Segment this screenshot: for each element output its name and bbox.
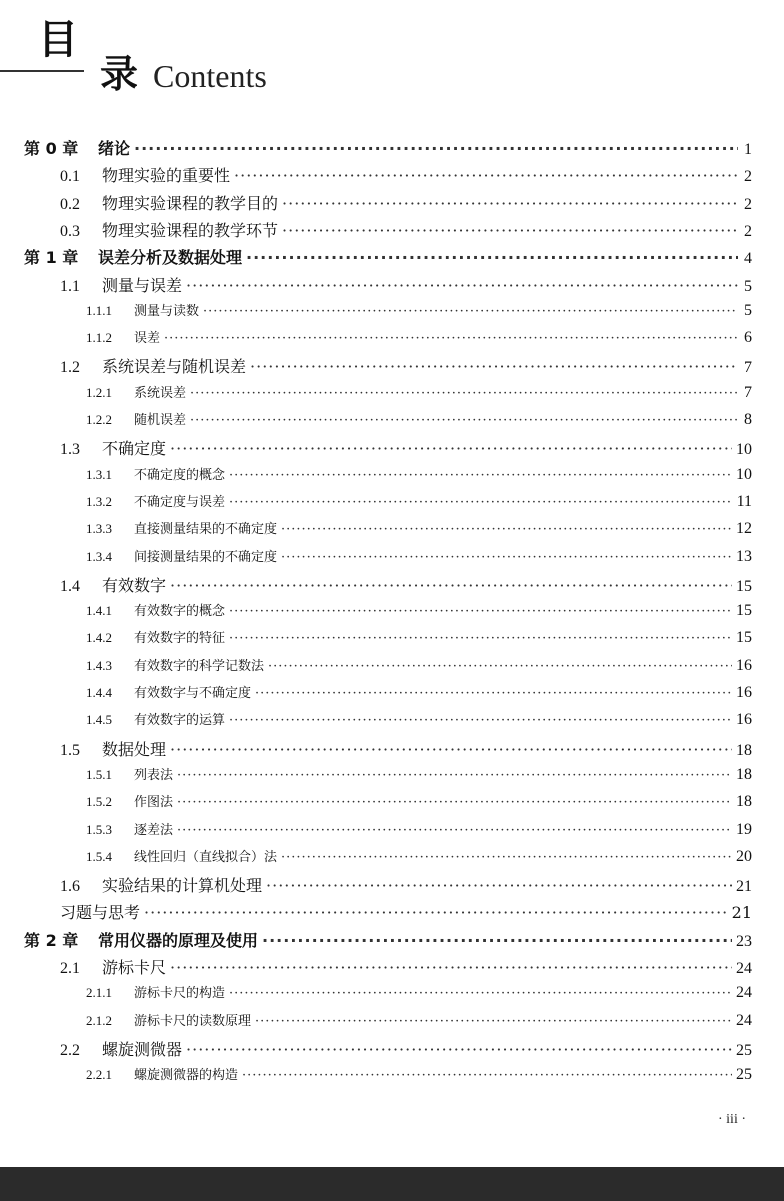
toc-entry-page: 21 bbox=[731, 903, 752, 923]
toc-dot-leader bbox=[255, 1014, 732, 1029]
toc-dot-leader bbox=[281, 850, 732, 865]
toc-entry-title: 作图法 bbox=[134, 795, 174, 811]
toc-entry-page: 4 bbox=[744, 250, 752, 268]
toc-entry-number: 1.5.1 bbox=[86, 766, 112, 782]
toc-entry-page: 2 bbox=[744, 222, 752, 240]
toc-dot-leader bbox=[229, 713, 732, 728]
contents-header bbox=[0, 0, 784, 110]
toc-entry[interactable] bbox=[86, 791, 752, 811]
bottom-bar bbox=[0, 1167, 784, 1201]
toc-entry[interactable] bbox=[60, 1037, 752, 1060]
toc-entry[interactable] bbox=[86, 682, 752, 702]
toc-dot-leader bbox=[281, 550, 732, 565]
toc-entry[interactable] bbox=[86, 546, 752, 566]
toc-entry[interactable] bbox=[60, 873, 752, 896]
toc-entry-title: 物理实验课程的教学环节 bbox=[102, 220, 279, 240]
toc-entry-title: 螺旋测微器的构造 bbox=[134, 1068, 239, 1084]
toc-dot-leader bbox=[190, 386, 738, 401]
toc-entry-page: 21 bbox=[736, 878, 752, 896]
toc-dot-leader bbox=[186, 276, 738, 295]
toc-entry[interactable] bbox=[60, 163, 752, 186]
toc-entry-page: 10 bbox=[736, 441, 752, 459]
toc-entry-title: 游标卡尺的构造 bbox=[134, 986, 226, 1002]
toc-entry-title: 有效数字的概念 bbox=[134, 604, 226, 620]
toc-entry-page: 18 bbox=[736, 765, 752, 783]
toc-entry[interactable] bbox=[60, 573, 752, 596]
toc-entry[interactable] bbox=[86, 764, 752, 784]
toc-entry-title: 列表法 bbox=[134, 767, 174, 783]
toc-entry-title: 随机误差 bbox=[134, 413, 187, 428]
toc-entry[interactable] bbox=[60, 436, 752, 459]
toc-entry-page: 8 bbox=[744, 411, 752, 428]
toc-entry-number: 2.1 bbox=[60, 960, 80, 977]
toc-entry-number: 1.5.4 bbox=[86, 848, 112, 864]
toc-entry-page: 24 bbox=[736, 984, 752, 1002]
toc-entry-number: 1.2.1 bbox=[86, 384, 112, 400]
toc-entry-number: 1.3.2 bbox=[86, 493, 112, 509]
toc-entry-page: 7 bbox=[744, 359, 752, 377]
toc-entry-number: 1.4.2 bbox=[86, 630, 112, 646]
toc-entry-page: 7 bbox=[744, 383, 752, 401]
toc-entry-page: 5 bbox=[744, 301, 752, 319]
toc-entry[interactable] bbox=[86, 464, 752, 484]
toc-entry-number: 第 1 章 bbox=[24, 248, 79, 268]
toc-dot-leader bbox=[242, 1068, 732, 1083]
toc-entry-page: 15 bbox=[736, 577, 752, 595]
toc-entry[interactable] bbox=[60, 900, 752, 923]
toc-dot-leader bbox=[164, 331, 738, 346]
toc-dot-leader bbox=[282, 194, 738, 213]
toc-entry[interactable] bbox=[86, 627, 752, 647]
toc-dot-leader bbox=[229, 631, 732, 646]
toc-dot-leader bbox=[177, 768, 732, 783]
toc-dot-leader bbox=[266, 876, 732, 895]
toc-entry-page: 18 bbox=[736, 741, 752, 759]
toc-entry-title: 数据处理 bbox=[102, 739, 167, 759]
toc-entry-number: 0.1 bbox=[60, 168, 80, 186]
toc-entry-title: 误差分析及数据处理 bbox=[98, 248, 243, 268]
toc-entry[interactable] bbox=[86, 409, 752, 429]
toc-dot-leader bbox=[229, 604, 732, 619]
toc-entry-page: 15 bbox=[736, 629, 752, 647]
toc-entry[interactable] bbox=[86, 600, 752, 620]
toc-dot-leader bbox=[229, 986, 732, 1001]
toc-chapter-entry[interactable] bbox=[24, 245, 752, 268]
toc-dot-leader bbox=[170, 439, 732, 458]
toc-entry-number: 1.3.3 bbox=[86, 521, 112, 537]
toc-entry-title: 误差 bbox=[134, 331, 161, 347]
toc-entry[interactable] bbox=[86, 300, 752, 320]
toc-dot-leader bbox=[186, 1040, 732, 1059]
toc-entry-number: 1.4.4 bbox=[86, 685, 112, 700]
toc-entry-page: 2 bbox=[744, 195, 752, 213]
toc-dot-leader bbox=[282, 221, 738, 240]
toc-dot-leader bbox=[250, 357, 738, 376]
toc-entry-title: 直接测量结果的不确定度 bbox=[134, 522, 278, 538]
toc-entry-title: 习题与思考 bbox=[60, 903, 141, 923]
toc-entry-number: 1.3.4 bbox=[86, 548, 112, 564]
toc-entry-title: 常用仪器的原理及使用 bbox=[98, 930, 259, 950]
toc-entry-title: 系统误差 bbox=[134, 385, 187, 401]
toc-entry-number: 1.3 bbox=[60, 441, 80, 459]
toc-entry-number: 1.2 bbox=[60, 359, 80, 377]
toc-entry[interactable] bbox=[86, 655, 752, 675]
toc-dot-leader bbox=[229, 495, 733, 510]
toc-entry-page: 15 bbox=[736, 602, 752, 620]
toc-entry-number: 1.1.2 bbox=[86, 330, 112, 346]
toc-entry-page: 16 bbox=[736, 684, 752, 701]
toc-entry-title: 绪论 bbox=[98, 139, 131, 158]
toc-entry-page: 13 bbox=[736, 547, 752, 565]
toc-entry-number: 1.6 bbox=[60, 878, 80, 896]
toc-entry[interactable] bbox=[60, 354, 752, 377]
toc-entry-title: 游标卡尺 bbox=[102, 958, 167, 977]
toc-entry-title: 有效数字的运算 bbox=[134, 713, 226, 729]
toc-entry-title: 间接测量结果的不确定度 bbox=[134, 549, 278, 565]
toc-entry[interactable] bbox=[60, 737, 752, 760]
toc-entry-page: 5 bbox=[744, 277, 752, 295]
toc-entry-title: 有效数字与不确定度 bbox=[134, 686, 252, 701]
toc-entry[interactable] bbox=[86, 491, 752, 511]
toc-entry-number: 0.3 bbox=[60, 222, 80, 240]
toc-dot-leader bbox=[177, 795, 732, 810]
toc-entry-number: 2.1.1 bbox=[86, 985, 112, 1001]
toc-entry-page: 12 bbox=[736, 520, 752, 538]
toc-dot-leader bbox=[170, 958, 732, 977]
header-rule bbox=[0, 70, 84, 72]
toc-entry-title: 有效数字的科学记数法 bbox=[134, 658, 265, 674]
toc-entry[interactable] bbox=[86, 1064, 752, 1084]
toc-dot-leader bbox=[246, 248, 738, 267]
toc-entry-title: 有效数字 bbox=[102, 575, 167, 595]
toc-entry-number: 1.4 bbox=[60, 577, 80, 595]
toc-entry-page: 19 bbox=[736, 820, 752, 838]
toc-entry[interactable] bbox=[86, 819, 752, 839]
toc-entry-number: 1.3.1 bbox=[86, 466, 112, 482]
toc-entry-number: 1.4.1 bbox=[86, 603, 112, 619]
toc-entry[interactable] bbox=[86, 982, 752, 1002]
toc-entry-page: 24 bbox=[736, 1011, 752, 1029]
toc-entry-number: 1.5.3 bbox=[86, 821, 112, 837]
toc-dot-leader bbox=[255, 686, 732, 701]
header-title-char-2: 录 bbox=[100, 52, 139, 96]
toc-entry-number: 2.2 bbox=[60, 1041, 80, 1059]
toc-dot-leader bbox=[190, 413, 738, 428]
toc-entry-title: 测量与读数 bbox=[134, 303, 200, 319]
toc-dot-leader bbox=[144, 903, 728, 922]
toc-entry-page: 18 bbox=[736, 793, 752, 811]
toc-entry[interactable] bbox=[86, 1010, 752, 1030]
toc-entry-number: 1.5.2 bbox=[86, 794, 112, 810]
toc-entry-number: 2.1.2 bbox=[86, 1012, 112, 1028]
toc-chapter-entry[interactable] bbox=[24, 136, 752, 159]
toc-entry-number: 1.4.3 bbox=[86, 657, 112, 673]
toc-entry-title: 螺旋测微器 bbox=[102, 1039, 183, 1059]
toc-entry-number: 1.4.5 bbox=[86, 712, 112, 728]
toc-entry[interactable] bbox=[60, 955, 752, 978]
toc-entry-title: 不确定度的概念 bbox=[134, 467, 226, 483]
toc-entry-page: 6 bbox=[744, 329, 752, 347]
toc-dot-leader bbox=[203, 304, 738, 319]
toc-entry-number: 第 2 章 bbox=[24, 930, 79, 950]
toc-entry-number: 1.1 bbox=[60, 277, 80, 295]
toc-entry-page: 25 bbox=[736, 1066, 752, 1084]
toc-entry-title: 物理实验课程的教学目的 bbox=[102, 193, 279, 213]
toc-entry-number: 0.2 bbox=[60, 195, 80, 213]
toc-entry-number: 第 0 章 bbox=[24, 139, 79, 158]
toc-entry-page: 25 bbox=[736, 1041, 752, 1059]
page-number: · iii · bbox=[718, 1112, 746, 1127]
toc-entry-number: 1.5 bbox=[60, 741, 80, 759]
toc-entry-page: 11 bbox=[736, 492, 752, 510]
toc-entry[interactable] bbox=[60, 218, 752, 241]
toc-dot-leader bbox=[134, 139, 738, 158]
toc-entry[interactable] bbox=[60, 191, 752, 214]
toc-entry[interactable] bbox=[86, 382, 752, 402]
toc-entry-page: 23 bbox=[736, 932, 752, 950]
toc-entry[interactable] bbox=[60, 273, 752, 296]
toc-entry-title: 游标卡尺的读数原理 bbox=[134, 1013, 252, 1029]
toc-entry-title: 线性回归（直线拟合）法 bbox=[134, 849, 278, 865]
toc-entry-title: 测量与误差 bbox=[102, 275, 183, 295]
toc-dot-leader bbox=[177, 823, 732, 838]
toc-entry-number: 2.2.1 bbox=[86, 1067, 112, 1083]
toc-entry-page: 16 bbox=[736, 711, 752, 729]
toc-chapter-entry[interactable] bbox=[24, 928, 752, 951]
header-title-english: Contents bbox=[153, 58, 267, 94]
toc-entry-title: 有效数字的特征 bbox=[134, 631, 226, 647]
toc-entry-number: 1.2.2 bbox=[86, 412, 112, 427]
toc-entry-page: 1 bbox=[744, 141, 752, 158]
toc-entry-number: 1.1.1 bbox=[86, 302, 112, 318]
toc-entry-page: 10 bbox=[736, 465, 752, 483]
toc-entry-title: 实验结果的计算机处理 bbox=[102, 876, 263, 896]
toc-dot-leader bbox=[229, 468, 732, 483]
toc-dot-leader bbox=[268, 659, 732, 674]
toc-entry-title: 物理实验的重要性 bbox=[102, 166, 231, 186]
header-title-char-1: 目 bbox=[38, 17, 78, 63]
toc-entry[interactable] bbox=[86, 327, 752, 347]
toc-entry[interactable] bbox=[86, 709, 752, 729]
toc-dot-leader bbox=[281, 522, 732, 537]
toc-dot-leader bbox=[170, 740, 732, 759]
toc-dot-leader bbox=[262, 931, 732, 950]
toc-entry-title: 不确定度 bbox=[102, 439, 167, 459]
toc-entry-page: 2 bbox=[744, 168, 752, 186]
toc-entry-title: 系统误差与随机误差 bbox=[102, 357, 247, 377]
toc-entry-page: 24 bbox=[736, 960, 752, 977]
toc-entry-title: 逐差法 bbox=[134, 822, 174, 838]
toc-dot-leader bbox=[170, 576, 732, 595]
toc-entry-page: 20 bbox=[736, 847, 752, 865]
toc-entry[interactable] bbox=[86, 518, 752, 538]
toc-dot-leader bbox=[234, 166, 738, 185]
toc-entry[interactable] bbox=[86, 846, 752, 866]
toc-entry-page: 16 bbox=[736, 656, 752, 674]
toc-entry-title: 不确定度与误差 bbox=[134, 494, 226, 510]
